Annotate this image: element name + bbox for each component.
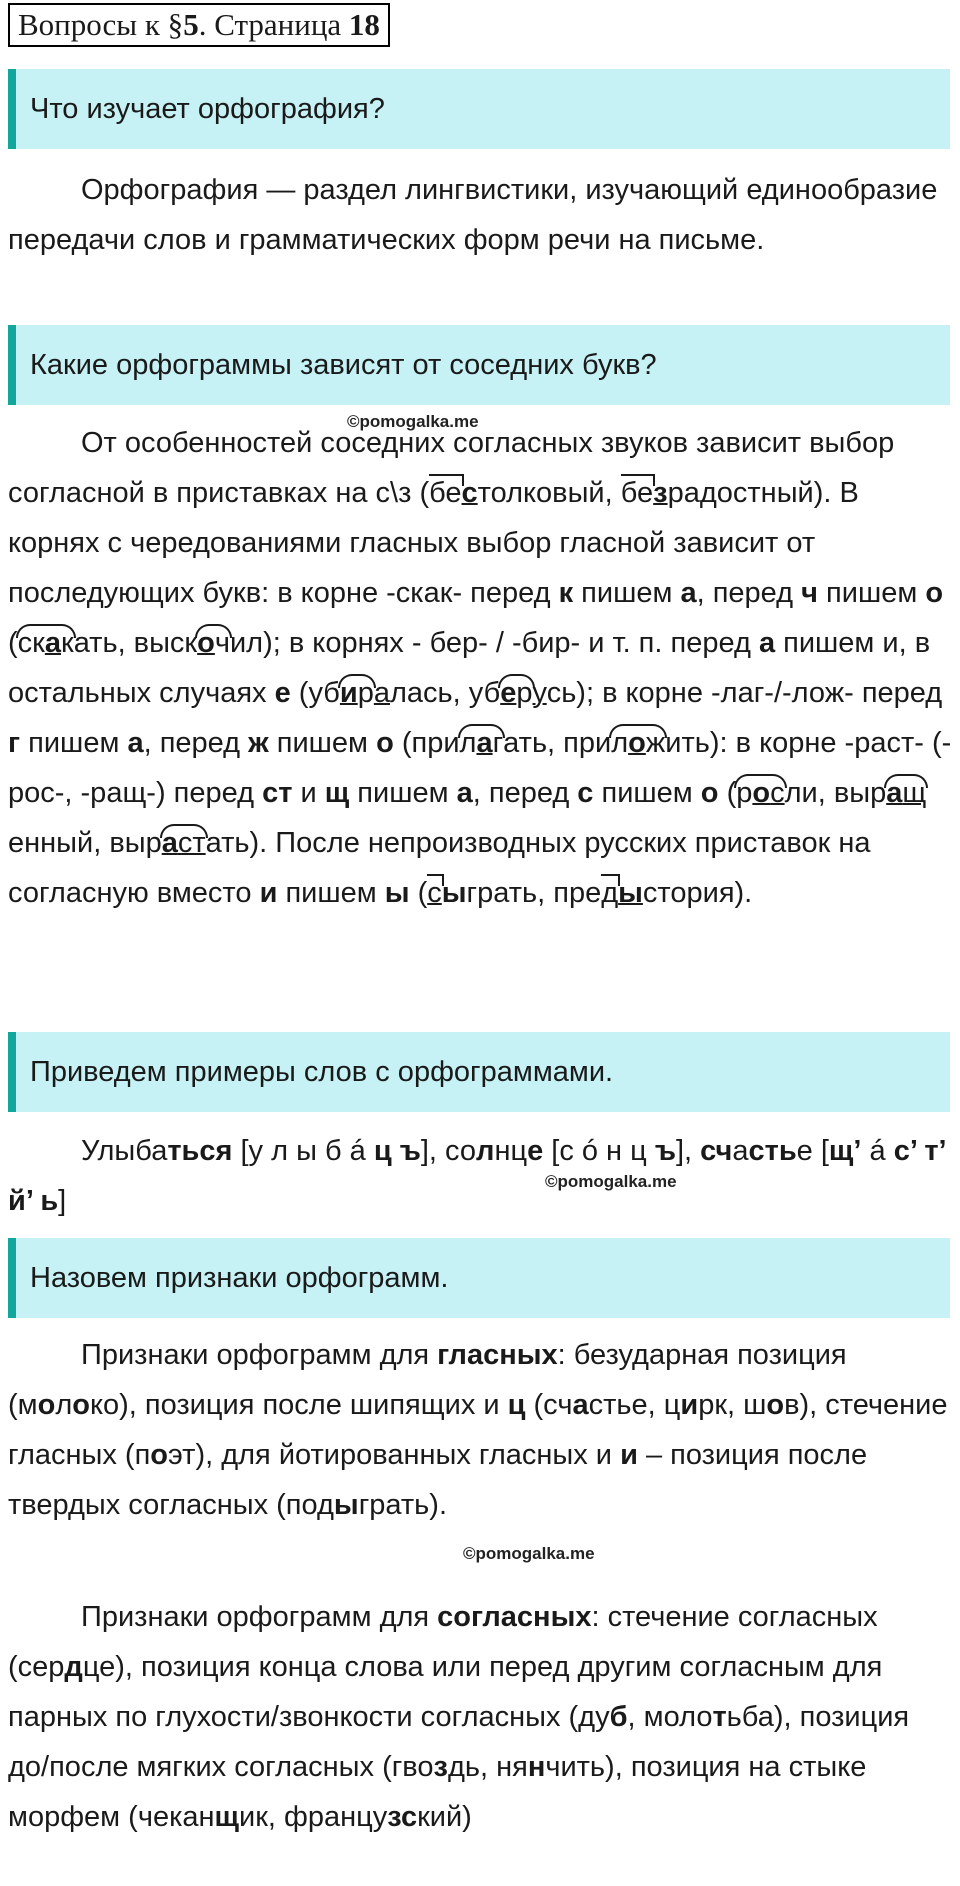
- title-prefix: Вопросы к §: [18, 7, 184, 42]
- answer-paragraph-4: Признаки орфограмм для гласных: безударная позиция (молоко), позиция после шипящих и ц (счастье, цирк, шов), стечение гласных (поэт), для йотированных гласных и и – позиция после твердых согласных (подыграть).: [8, 1339, 948, 1521]
- question-text: Какие орфограммы зависят от соседних букв?: [30, 348, 657, 381]
- question-block-1: [8, 69, 950, 149]
- watermark: ©pomogalka.me: [463, 1544, 595, 1563]
- question-text: Назовем признаки орфограмм.: [30, 1261, 449, 1294]
- question-block-4: [8, 1238, 950, 1318]
- answer-paragraph-2: От особенностей соседних согласных звуков зависит выбор согласной в приставках на с\з (бе столковый, бе зрадостный). В корнях с чередованиями гласных выбор гласной зависит от последующих букв: в корне -скак- перед к пишем а, перед ч пишем о (скак ать, выскоч ил); в корнях - бер- / -бир- и т. п. перед а пишем и, в остальных случаях е (убир алась, убер усь); в корне -лаг-/-лож- перед г пишем а, перед ж пишем о (прилаг ать, прилож ить): в корне -раст- (-рос-, -ращ-) перед ст и щ пишем а, перед с пишем о (рос ли, выращ енный, выраст ать). После непроизводных русских приставок на согласную вместо и пишем ы (с ыграть, пред ыстория).: [8, 427, 952, 909]
- question-text: Что изучает орфография?: [30, 92, 385, 125]
- watermark: ©pomogalka.me: [347, 412, 479, 431]
- answer-text: Орфография — раздел лингвистики, изучающий единообразие передачи слов и грамматических форм речи на письме.: [8, 174, 938, 256]
- answer-paragraph-5: Признаки орфограмм для согласных: стечение согласных (сердце), позиция конца слова или перед другим согласным для парных по глухости/звонкости согласных (дуб, молотьба), позиция до/после мягких согласных (гвоздь, нянчить), позиция на стыке морфем (чеканщик, французский): [8, 1601, 910, 1833]
- question-block-2: [8, 325, 950, 405]
- title-middle: . Страница: [198, 7, 349, 42]
- page-title: [8, 3, 390, 47]
- section-number: 5: [183, 7, 199, 42]
- page-number: 18: [348, 7, 380, 42]
- watermark: ©pomogalka.me: [545, 1172, 677, 1191]
- answer-paragraph-1: [8, 165, 953, 265]
- question-block-3: [8, 1032, 950, 1112]
- answer-paragraph-3: Улыбаться [у л ы б á ц ъ], солнце [с ó н ц ъ], счастье [щ’ á с’ т’ й’ ь]: [8, 1135, 946, 1217]
- question-text: Приведем примеры слов с орфограммами.: [30, 1055, 614, 1088]
